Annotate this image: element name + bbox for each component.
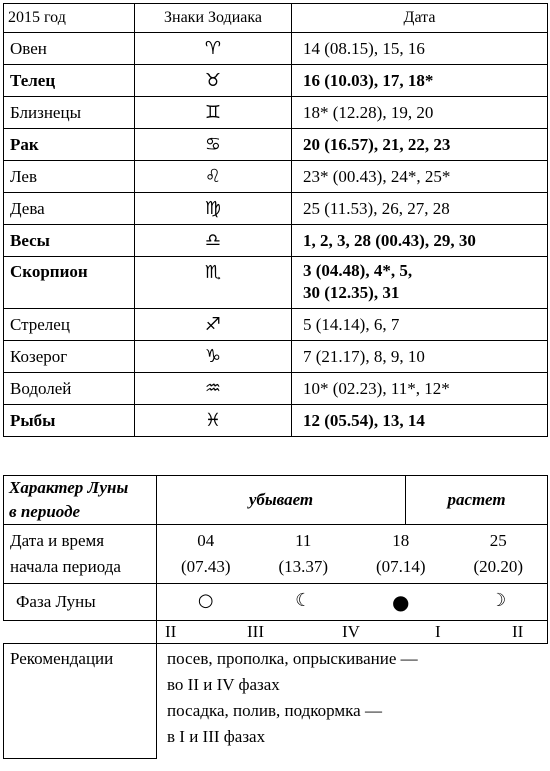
sign-dates: 14 (08.15), 15, 16 [292, 33, 548, 65]
aquarius-icon: ♒︎ [135, 373, 292, 405]
leo-icon: ♌︎ [135, 161, 292, 193]
header-date: Дата [292, 4, 548, 33]
capricorn-icon: ♑︎ [135, 341, 292, 373]
sign-name: Рыбы [4, 405, 135, 437]
recommendation-line: во II и IV фазах [167, 675, 280, 694]
zodiac-row [4, 193, 548, 225]
sign-dates: 16 (10.03), 17, 18* [292, 65, 548, 97]
zodiac-row [4, 405, 548, 437]
zodiac-header-row [4, 4, 548, 33]
period-time: (13.37) [278, 557, 329, 576]
pisces-icon: ♓︎ [135, 405, 292, 437]
sign-name: Водолей [4, 373, 135, 405]
period-day: 25 [489, 531, 507, 550]
sign-name: Дева [4, 193, 135, 225]
moon-dates-row [4, 525, 548, 584]
zodiac-row [4, 161, 548, 193]
sign-name: Козерог [4, 341, 135, 373]
period-date-entry [157, 528, 255, 580]
sign-dates: 20 (16.57), 21, 22, 23 [292, 129, 548, 161]
period-date-entry [352, 528, 450, 580]
moon-quarter-row [4, 621, 548, 644]
recommendation-line: посадка, полив, подкормка — [167, 701, 382, 720]
aries-icon: ♈︎ [135, 33, 292, 65]
last-quarter-moon-icon: ☾ [295, 590, 312, 611]
recommendation-line: в I и III фазах [167, 727, 266, 746]
period-start-label [4, 525, 157, 584]
recommendations-row [4, 644, 548, 759]
recommendation-line: посев, прополка, опрыскивание — [167, 649, 418, 668]
taurus-icon: ♉︎ [135, 65, 292, 97]
waning-label: убывает [157, 476, 406, 525]
moon-phase-row [4, 584, 548, 621]
quarter-numeral: II [512, 622, 524, 641]
period-time: (20.20) [473, 557, 524, 576]
quarter-numeral: III [247, 622, 264, 641]
period-dates [157, 525, 548, 584]
period-start-label-line: Дата и время [10, 531, 105, 550]
sign-dates-line: 30 (12.35), 31 [303, 283, 400, 302]
sign-name: Скорпион [4, 257, 135, 309]
sign-name: Овен [4, 33, 135, 65]
moon-character-label-line: Характер Луны [9, 478, 129, 497]
zodiac-row [4, 257, 548, 309]
sign-dates: 18* (12.28), 19, 20 [292, 97, 548, 129]
sign-dates: 12 (05.54), 13, 14 [292, 405, 548, 437]
sign-dates: 7 (21.17), 8, 9, 10 [292, 341, 548, 373]
period-time: (07.43) [180, 557, 231, 576]
libra-icon: ♎︎ [135, 225, 292, 257]
sign-name: Телец [4, 65, 135, 97]
period-start-label-line: начала периода [10, 557, 121, 576]
sign-name: Близнецы [4, 97, 135, 129]
header-year: 2015 год [4, 4, 135, 33]
moon-quarters [157, 621, 548, 644]
zodiac-row [4, 309, 548, 341]
new-moon-icon: ● [392, 590, 410, 614]
sign-name: Стрелец [4, 309, 135, 341]
sign-dates: 25 (11.53), 26, 27, 28 [292, 193, 548, 225]
sagittarius-icon: ♐︎ [135, 309, 292, 341]
zodiac-row [4, 65, 548, 97]
moon-header-row [4, 476, 548, 525]
sign-dates: 1, 2, 3, 28 (00.43), 29, 30 [292, 225, 548, 257]
moon-phase-table [3, 475, 548, 759]
gemini-icon: ♊︎ [135, 97, 292, 129]
zodiac-row [4, 373, 548, 405]
scorpio-icon: ♏︎ [135, 257, 292, 309]
period-date-entry [255, 528, 353, 580]
moon-character-label [4, 476, 157, 525]
moon-phase-symbols [157, 584, 548, 621]
first-quarter-moon-icon: ☽ [490, 590, 507, 611]
quarter-numeral: II [165, 622, 177, 641]
period-day: 11 [295, 531, 312, 550]
waxing-label: растет [406, 476, 548, 525]
sign-name: Лев [4, 161, 135, 193]
zodiac-row [4, 97, 548, 129]
quarter-label-empty [4, 621, 157, 644]
sign-dates: 23* (00.43), 24*, 25* [292, 161, 548, 193]
quarter-numeral: IV [342, 622, 360, 641]
zodiac-row [4, 33, 548, 65]
period-day: 04 [197, 531, 215, 550]
recommendations-label: Рекомендации [4, 644, 157, 759]
recommendations-text [157, 644, 548, 759]
virgo-icon: ♍︎ [135, 193, 292, 225]
period-date-entry [450, 528, 548, 580]
sign-dates: 5 (14.14), 6, 7 [292, 309, 548, 341]
zodiac-table [3, 3, 548, 437]
full-moon-icon: ○ [197, 590, 214, 611]
header-signs: Знаки Зодиака [135, 4, 292, 33]
sign-dates: 10* (02.23), 11*, 12* [292, 373, 548, 405]
period-day: 18 [392, 531, 410, 550]
cancer-icon: ♋︎ [135, 129, 292, 161]
quarter-numeral: I [435, 622, 441, 641]
zodiac-row [4, 341, 548, 373]
moon-character-label-line: в периоде [9, 502, 81, 521]
period-time: (07.14) [375, 557, 426, 576]
sign-dates [292, 257, 548, 309]
sign-name: Весы [4, 225, 135, 257]
sign-dates-line: 3 (04.48), 4*, 5, [303, 261, 413, 280]
zodiac-row [4, 129, 548, 161]
moon-phase-label: Фаза Луны [4, 584, 157, 621]
zodiac-row [4, 225, 548, 257]
sign-name: Рак [4, 129, 135, 161]
